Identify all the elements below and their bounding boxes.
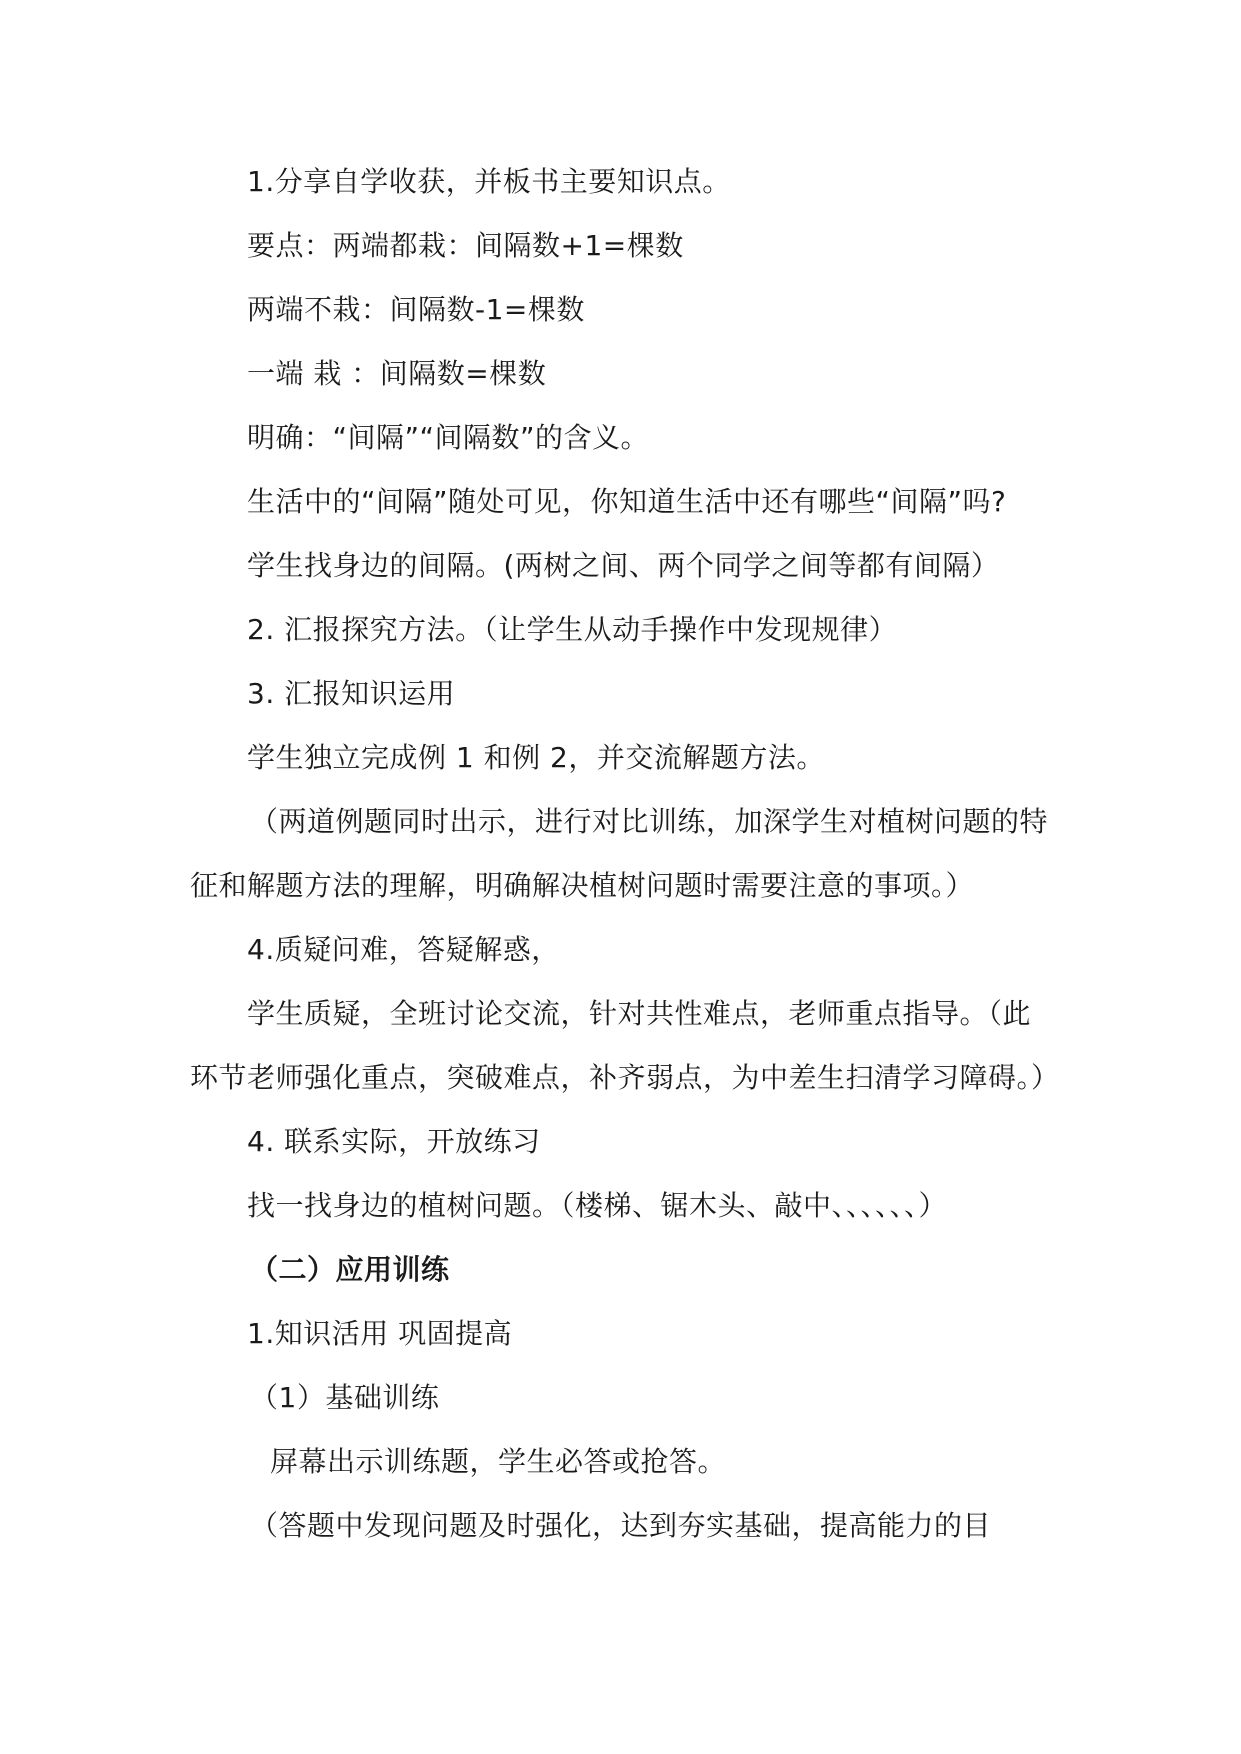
paragraph-screen-exercises: 屏幕出示训练题，学生必答或抢答。 (270, 1445, 727, 1478)
paragraph-reinforce-note: （答题中发现问题及时强化，达到夯实基础，提高能力的目 (250, 1509, 992, 1542)
paragraph-comparison-note-2: 征和解题方法的理解，明确解决植树问题时需要注意的事项。） (190, 869, 975, 902)
paragraph-neither-end: 两端不栽：间隔数-1=棵数 (247, 293, 585, 326)
paragraph-knowledge-use: 1.知识活用 巩固提高 (247, 1317, 513, 1350)
paragraph-questions: 4.质疑问难，答疑解惑， (247, 933, 560, 966)
section-heading-application-training: （二）应用训练 (250, 1253, 450, 1286)
paragraph-basic-training: （1）基础训练 (250, 1381, 440, 1414)
paragraph-report-methods: 2. 汇报探究方法。（让学生从动手操作中发现规律） (247, 613, 898, 646)
paragraph-report-application: 3. 汇报知识运用 (247, 677, 456, 710)
paragraph-interval-in-life: 生活中的“间隔”随处可见，你知道生活中还有哪些“间隔”吗? (247, 485, 1007, 518)
paragraph-discussion-1: 学生质疑，全班讨论交流，针对共性难点，老师重点指导。（此 (247, 997, 1032, 1030)
paragraph-comparison-note-1: （两道例题同时出示，进行对比训练，加深学生对植树问题的特 (250, 805, 1049, 838)
paragraph-key-points-both-ends: 要点：两端都栽：间隔数+1=棵数 (247, 229, 684, 262)
paragraph-find-intervals: 学生找身边的间隔。(两树之间、两个同学之间等都有间隔） (247, 549, 1000, 582)
paragraph-clarify-interval: 明确：“间隔”“间隔数”的含义。 (247, 421, 650, 454)
paragraph-discussion-2: 环节老师强化重点，突破难点，补齐弱点，为中差生扫清学习障碍。） (190, 1061, 1060, 1094)
paragraph-independent-examples: 学生独立完成例 1 和例 2，并交流解题方法。 (247, 741, 825, 774)
paragraph-practice: 4. 联系实际，开放练习 (247, 1125, 541, 1158)
paragraph-one-end: 一端 栽 ：间隔数=棵数 (247, 357, 547, 390)
paragraph-share-gains: 1.分享自学收获，并板书主要知识点。 (247, 165, 731, 198)
paragraph-find-tree-problems: 找一找身边的植树问题。（楼梯、锯木头、敲中、、、、、、） (247, 1189, 948, 1222)
